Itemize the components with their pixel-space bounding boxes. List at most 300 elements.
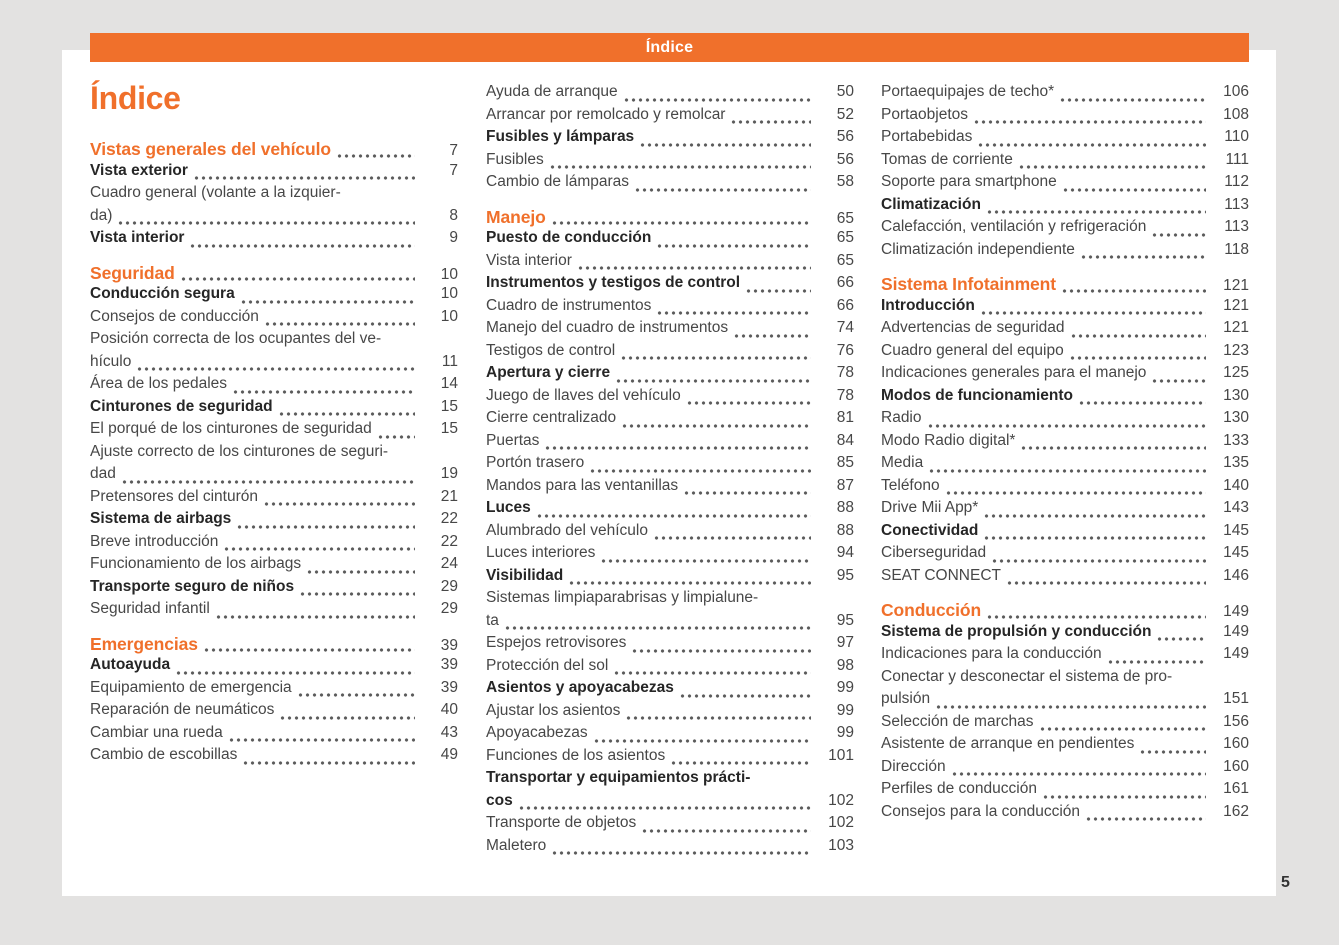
dot-leader bbox=[935, 705, 1206, 709]
toc-entry-label: Cinturones de seguridad bbox=[90, 397, 273, 415]
toc-entry-page-number: 40 bbox=[440, 701, 458, 718]
dot-leader bbox=[1139, 750, 1206, 754]
toc-entry-page-number: 110 bbox=[1224, 128, 1249, 145]
toc-entry-label: Calefacción, ventilación y refrigeración bbox=[881, 218, 1147, 235]
dot-leader bbox=[223, 547, 415, 551]
toc-entry-page-number: 39 bbox=[440, 678, 458, 696]
dot-leader bbox=[232, 390, 415, 394]
dot-leader bbox=[377, 435, 415, 439]
toc-entry-label: Alumbrado del vehículo bbox=[486, 521, 648, 539]
toc-entry-label: ta bbox=[486, 611, 499, 629]
toc-entry-page-number: 160 bbox=[1223, 735, 1249, 752]
toc-entry-label: Apoyacabezas bbox=[486, 724, 588, 741]
toc-entry bbox=[486, 432, 854, 455]
toc-entry bbox=[881, 477, 1249, 500]
dot-leader bbox=[193, 176, 415, 180]
toc-entry-label: Transporte seguro de niños bbox=[90, 577, 295, 595]
toc-entry-label: Breve introducción bbox=[90, 532, 219, 550]
toc-entry bbox=[881, 342, 1249, 365]
dot-leader bbox=[991, 559, 1206, 563]
dot-leader bbox=[180, 277, 415, 281]
toc-entry bbox=[90, 229, 458, 252]
toc-entry-label: Manejo bbox=[486, 206, 546, 227]
toc-entry bbox=[486, 274, 854, 297]
dot-leader bbox=[175, 671, 415, 675]
toc-entry-label: Radio bbox=[881, 409, 922, 426]
toc-entry-page-number: 50 bbox=[836, 83, 854, 100]
toc-entry-page-number: 7 bbox=[449, 142, 458, 159]
toc-entry bbox=[486, 319, 854, 342]
header-bar-title: Índice bbox=[645, 38, 694, 56]
dot-leader bbox=[1020, 446, 1206, 450]
toc-entry bbox=[881, 432, 1249, 455]
toc-entry-page-number: 14 bbox=[440, 375, 458, 392]
toc-entry bbox=[881, 83, 1249, 106]
dot-leader bbox=[1059, 98, 1206, 102]
toc-entry bbox=[486, 499, 854, 522]
toc-entry-label: Manejo del cuadro de instrumentos bbox=[486, 319, 729, 336]
toc-entry-page-number: 65 bbox=[836, 209, 854, 227]
toc-entry bbox=[486, 342, 854, 365]
toc-entry bbox=[881, 196, 1249, 219]
toc-entry-label: Vista exterior bbox=[90, 161, 188, 179]
dot-leader bbox=[593, 739, 811, 743]
toc-entry-label: Perfiles de conducción bbox=[881, 780, 1037, 797]
toc-entry-page-number: 98 bbox=[836, 656, 854, 674]
toc-entry-page-number: 106 bbox=[1223, 83, 1249, 100]
toc-entry-label: Ajuste correcto de los cinturones de seguri- bbox=[90, 442, 389, 460]
toc-entry-page-number: 145 bbox=[1223, 544, 1249, 561]
toc-entry bbox=[486, 769, 854, 814]
toc-entry bbox=[486, 724, 854, 747]
dot-leader bbox=[577, 266, 811, 270]
toc-entry bbox=[881, 780, 1249, 803]
toc-entry-page-number: 88 bbox=[836, 499, 854, 516]
toc-entry bbox=[881, 735, 1249, 758]
toc-entry-label: Teléfono bbox=[881, 476, 940, 494]
dot-leader bbox=[336, 154, 415, 158]
toc-entry bbox=[881, 567, 1249, 590]
dot-leader bbox=[551, 851, 811, 855]
dot-leader bbox=[745, 289, 811, 293]
toc-entry-label: Área de los pedales bbox=[90, 375, 228, 392]
dot-leader bbox=[620, 356, 811, 360]
toc-entry-label: Modo Radio digital* bbox=[881, 431, 1016, 449]
dot-leader bbox=[1151, 379, 1206, 383]
toc-entry bbox=[90, 443, 458, 488]
dot-leader bbox=[623, 98, 811, 102]
toc-entry-page-number: 125 bbox=[1223, 364, 1249, 381]
toc-entry bbox=[881, 364, 1249, 387]
dot-leader bbox=[297, 693, 415, 697]
toc-entry bbox=[486, 83, 854, 106]
toc-entry-label: Pretensores del cinturón bbox=[90, 487, 259, 505]
toc-entry-label: Posición correcta de los ocupantes del ve- bbox=[90, 330, 382, 347]
toc-entry-label: Media bbox=[881, 454, 924, 471]
toc-entry-page-number: 151 bbox=[1223, 690, 1249, 707]
toc-entry bbox=[90, 375, 458, 398]
dot-leader bbox=[634, 188, 811, 192]
toc-entry-page-number: 121 bbox=[1223, 319, 1249, 336]
toc-entry-page-number: 65 bbox=[836, 229, 854, 246]
toc-entry-label: Espejos retrovisores bbox=[486, 634, 627, 651]
toc-entry bbox=[881, 151, 1249, 174]
dot-leader bbox=[1080, 255, 1206, 259]
toc-entry-label: Juego de llaves del vehículo bbox=[486, 386, 681, 404]
toc-entry bbox=[486, 567, 854, 590]
toc-entry-label: Tomas de corriente bbox=[881, 150, 1013, 168]
toc-entry-label: Fusibles bbox=[486, 150, 544, 168]
toc-entry bbox=[881, 522, 1249, 545]
toc-entry-page-number: 149 bbox=[1223, 603, 1249, 620]
toc-entry bbox=[881, 241, 1249, 264]
toc-entry-label: Consejos de conducción bbox=[90, 307, 259, 325]
dot-leader bbox=[639, 143, 811, 147]
toc-entry-page-number: 78 bbox=[836, 364, 854, 381]
dot-leader bbox=[1042, 795, 1206, 799]
toc-entry-page-number: 95 bbox=[836, 611, 854, 629]
toc-entry bbox=[486, 387, 854, 410]
toc-entry bbox=[486, 477, 854, 500]
toc-entry-label: Autoayuda bbox=[90, 656, 171, 673]
toc-entry-page-number: 78 bbox=[836, 386, 854, 404]
toc-entry-page-number: 10 bbox=[440, 285, 458, 302]
toc-entry-label: Mandos para las ventanillas bbox=[486, 476, 679, 494]
dot-leader bbox=[306, 570, 415, 574]
toc-entry-page-number: 10 bbox=[440, 265, 458, 283]
dot-leader bbox=[549, 165, 811, 169]
dot-leader bbox=[504, 626, 811, 630]
toc-entry bbox=[486, 634, 854, 657]
dot-leader bbox=[679, 694, 811, 698]
toc-entry bbox=[90, 746, 458, 769]
page-title: Índice bbox=[90, 80, 181, 116]
toc-entry-label: Puesto de conducción bbox=[486, 229, 652, 246]
toc-entry bbox=[486, 229, 854, 252]
dot-leader bbox=[589, 469, 811, 473]
dot-leader bbox=[951, 772, 1206, 776]
dot-leader bbox=[136, 367, 415, 371]
toc-entry bbox=[486, 151, 854, 174]
dot-leader bbox=[986, 615, 1206, 619]
toc-entry bbox=[486, 702, 854, 725]
toc-entry-page-number: 113 bbox=[1224, 195, 1249, 213]
toc-entry bbox=[90, 162, 458, 185]
dot-leader bbox=[1006, 581, 1206, 585]
page-header-bar bbox=[90, 33, 1249, 62]
toc-entry-page-number: 99 bbox=[836, 701, 854, 719]
dot-leader bbox=[1069, 356, 1206, 360]
dot-leader bbox=[1062, 188, 1206, 192]
toc-chapter-entry bbox=[881, 274, 1249, 297]
dot-leader bbox=[1151, 233, 1206, 237]
toc-entry-label: Portabebidas bbox=[881, 128, 973, 145]
dot-leader bbox=[263, 502, 415, 506]
toc-entry-page-number: 66 bbox=[836, 296, 854, 314]
toc-entry-label: Equipamiento de emergencia bbox=[90, 678, 292, 696]
dot-leader bbox=[733, 334, 811, 338]
toc-entry-label: Vista interior bbox=[486, 251, 572, 269]
toc-entry-label: Asientos y apoyacabezas bbox=[486, 679, 674, 696]
toc-entry bbox=[486, 544, 854, 567]
toc-entry-page-number: 65 bbox=[836, 251, 854, 269]
dot-leader bbox=[613, 671, 811, 675]
toc-entry-label: Introducción bbox=[881, 296, 975, 314]
toc-entry-page-number: 39 bbox=[440, 636, 458, 654]
toc-entry bbox=[881, 173, 1249, 196]
toc-entry-page-number: 74 bbox=[836, 319, 854, 336]
dot-leader bbox=[600, 559, 811, 563]
toc-entry-page-number: 97 bbox=[836, 634, 854, 651]
dot-leader bbox=[228, 738, 415, 742]
toc-entry bbox=[881, 387, 1249, 410]
dot-leader bbox=[551, 221, 811, 225]
toc-entry-page-number: 39 bbox=[440, 656, 458, 673]
corner-page-number: 5 bbox=[1281, 874, 1290, 891]
toc-entry-page-number: 8 bbox=[449, 206, 458, 224]
toc-entry-page-number: 29 bbox=[440, 600, 458, 617]
toc-entry bbox=[881, 454, 1249, 477]
toc-entry-page-number: 21 bbox=[440, 487, 458, 505]
dot-leader bbox=[1078, 401, 1206, 405]
toc-entry-label: Cambiar una rueda bbox=[90, 723, 223, 741]
toc-entry-label: Soporte para smartphone bbox=[881, 173, 1057, 190]
toc-entry-page-number: 58 bbox=[836, 173, 854, 190]
toc-entry-page-number: 102 bbox=[828, 791, 854, 809]
dot-leader bbox=[730, 120, 811, 124]
toc-entry-page-number: 146 bbox=[1223, 566, 1249, 584]
toc-entry-page-number: 145 bbox=[1223, 521, 1249, 539]
toc-entry-page-number: 15 bbox=[440, 397, 458, 415]
toc-entry-label: Instrumentos y testigos de control bbox=[486, 274, 741, 291]
toc-entry-page-number: 103 bbox=[828, 836, 854, 854]
toc-entry bbox=[881, 803, 1249, 826]
toc-entry-page-number: 11 bbox=[441, 352, 458, 370]
toc-entry-page-number: 76 bbox=[836, 341, 854, 359]
dot-leader bbox=[653, 536, 811, 540]
toc-entry-label: Funcionamiento de los airbags bbox=[90, 555, 302, 572]
toc-entry-page-number: 140 bbox=[1223, 476, 1249, 494]
toc-entry-page-number: 108 bbox=[1223, 105, 1249, 123]
toc-entry bbox=[881, 668, 1249, 713]
toc-chapter-entry bbox=[881, 600, 1249, 623]
toc-entry bbox=[90, 420, 458, 443]
toc-entry-page-number: 94 bbox=[836, 544, 854, 561]
toc-entry-page-number: 88 bbox=[836, 521, 854, 539]
toc-entry-label: Cuadro general del equipo bbox=[881, 341, 1064, 359]
toc-entry-label: Selección de marchas bbox=[881, 712, 1034, 730]
dot-leader bbox=[518, 806, 811, 810]
toc-entry-label: Climatización bbox=[881, 195, 981, 213]
dot-leader bbox=[986, 210, 1206, 214]
toc-chapter-entry bbox=[90, 263, 458, 286]
dot-leader bbox=[621, 424, 811, 428]
dot-leader bbox=[189, 244, 415, 248]
dot-leader bbox=[544, 446, 811, 450]
manual-page bbox=[62, 38, 1276, 896]
toc-entry-label: Fusibles y lámparas bbox=[486, 128, 635, 145]
toc-entry-label: Cambio de lámparas bbox=[486, 173, 630, 190]
toc-entry-label: dad bbox=[90, 465, 116, 482]
dot-leader bbox=[641, 829, 811, 833]
toc-entry-label: Ciberseguridad bbox=[881, 544, 987, 561]
toc-entry bbox=[486, 837, 854, 860]
toc-entry-label: Luces bbox=[486, 499, 531, 516]
dot-leader bbox=[215, 615, 415, 619]
dot-leader bbox=[299, 592, 415, 596]
dot-leader bbox=[121, 480, 415, 484]
toc-entry-label: Advertencias de seguridad bbox=[881, 319, 1065, 336]
toc-entry-label: hículo bbox=[90, 352, 132, 370]
toc-entry-page-number: 156 bbox=[1223, 712, 1249, 730]
toc-entry-label: Seguridad infantil bbox=[90, 600, 210, 617]
toc-entry bbox=[90, 679, 458, 702]
toc-entry bbox=[486, 814, 854, 837]
toc-entry-page-number: 118 bbox=[1224, 240, 1249, 258]
toc-entry bbox=[90, 510, 458, 533]
dot-leader bbox=[983, 536, 1206, 540]
toc-entry-label: Cuadro general (volante a la izquier- bbox=[90, 184, 341, 201]
toc-entry-label: Conectar y desconectar el sistema de pro- bbox=[881, 667, 1173, 685]
toc-entry-page-number: 160 bbox=[1223, 757, 1249, 775]
toc-entry-label: Sistema Infotainment bbox=[881, 274, 1056, 294]
toc-entry-page-number: 112 bbox=[1224, 173, 1249, 190]
toc-entry-page-number: 87 bbox=[836, 476, 854, 494]
toc-entry bbox=[486, 589, 854, 634]
toc-entry-page-number: 99 bbox=[836, 724, 854, 741]
toc-entry-page-number: 7 bbox=[449, 161, 458, 179]
toc-column-middle bbox=[486, 83, 854, 859]
toc-entry-label: Transportar y equipamientos prácti- bbox=[486, 769, 751, 786]
dot-leader bbox=[683, 491, 811, 495]
dot-leader bbox=[1085, 817, 1206, 821]
toc-entry-page-number: 22 bbox=[440, 532, 458, 550]
toc-entry bbox=[881, 128, 1249, 151]
toc-entry-page-number: 49 bbox=[440, 746, 458, 763]
toc-chapter-entry bbox=[90, 139, 458, 162]
toc-entry-page-number: 149 bbox=[1223, 645, 1249, 662]
toc-entry-page-number: 9 bbox=[449, 229, 458, 246]
toc-entry-label: Transporte de objetos bbox=[486, 814, 637, 831]
toc-entry-label: Asistente de arranque en pendientes bbox=[881, 735, 1135, 752]
dot-leader bbox=[670, 761, 811, 765]
toc-entry bbox=[90, 308, 458, 331]
toc-chapter-entry bbox=[90, 634, 458, 657]
dot-leader bbox=[1061, 289, 1206, 293]
dot-leader bbox=[686, 401, 811, 405]
dot-leader bbox=[1018, 165, 1206, 169]
toc-entry-page-number: 133 bbox=[1223, 431, 1249, 449]
toc-entry bbox=[486, 454, 854, 477]
toc-entry-page-number: 135 bbox=[1223, 454, 1249, 471]
toc-entry-page-number: 56 bbox=[836, 128, 854, 145]
toc-entry-label: Puertas bbox=[486, 431, 540, 449]
toc-entry-label: da) bbox=[90, 206, 113, 224]
dot-leader bbox=[1070, 334, 1206, 338]
toc-entry-page-number: 19 bbox=[440, 465, 458, 482]
dot-leader bbox=[117, 221, 415, 225]
toc-entry-label: Sistemas limpiaparabrisas y limpialune- bbox=[486, 589, 759, 606]
toc-entry-page-number: 10 bbox=[440, 307, 458, 325]
toc-entry-page-number: 123 bbox=[1223, 341, 1249, 359]
toc-entry bbox=[486, 522, 854, 545]
toc-entry-page-number: 130 bbox=[1223, 386, 1249, 404]
dot-leader bbox=[1107, 660, 1206, 664]
toc-entry-page-number: 149 bbox=[1223, 622, 1249, 640]
toc-entry-label: Dirección bbox=[881, 757, 946, 775]
toc-entry-page-number: 121 bbox=[1223, 277, 1249, 294]
toc-entry bbox=[90, 578, 458, 601]
toc-entry bbox=[881, 499, 1249, 522]
toc-entry bbox=[486, 364, 854, 387]
toc-entry bbox=[881, 106, 1249, 129]
toc-entry-label: Indicaciones para la conducción bbox=[881, 645, 1102, 662]
toc-entry-label: Cuadro de instrumentos bbox=[486, 296, 652, 314]
toc-entry-label: SEAT CONNECT bbox=[881, 566, 1001, 584]
dot-leader bbox=[236, 525, 415, 529]
toc-entry-page-number: 22 bbox=[440, 510, 458, 527]
toc-entry bbox=[90, 330, 458, 375]
toc-entry bbox=[881, 713, 1249, 736]
toc-entry bbox=[486, 173, 854, 196]
dot-leader bbox=[625, 716, 811, 720]
toc-entry-label: Portón trasero bbox=[486, 454, 585, 471]
dot-leader bbox=[615, 379, 811, 383]
toc-entry bbox=[881, 758, 1249, 781]
toc-entry-label: Portaobjetos bbox=[881, 105, 969, 123]
toc-entry-page-number: 29 bbox=[440, 577, 458, 595]
dot-leader bbox=[1156, 637, 1206, 641]
toc-entry bbox=[486, 128, 854, 151]
toc-entry-page-number: 162 bbox=[1223, 802, 1249, 820]
toc-entry-label: Cambio de escobillas bbox=[90, 746, 238, 763]
toc-entry bbox=[90, 533, 458, 556]
toc-entry-page-number: 52 bbox=[836, 105, 854, 123]
toc-entry-label: Sistema de airbags bbox=[90, 510, 232, 527]
dot-leader bbox=[928, 469, 1206, 473]
toc-entry bbox=[881, 645, 1249, 668]
toc-entry bbox=[486, 106, 854, 129]
toc-chapter-entry bbox=[486, 207, 854, 230]
toc-entry bbox=[90, 488, 458, 511]
toc-entry-label: Modos de funcionamiento bbox=[881, 386, 1074, 404]
toc-entry-label: Sistema de propulsión y conducción bbox=[881, 622, 1152, 640]
dot-leader bbox=[242, 761, 415, 765]
dot-leader bbox=[927, 424, 1207, 428]
toc-entry-label: pulsión bbox=[881, 690, 931, 707]
toc-entry bbox=[486, 252, 854, 275]
toc-entry bbox=[881, 409, 1249, 432]
toc-entry-label: Arrancar por remolcado y remolcar bbox=[486, 105, 726, 123]
toc-entry-label: Apertura y cierre bbox=[486, 364, 611, 381]
toc-entry bbox=[881, 623, 1249, 646]
toc-entry-page-number: 111 bbox=[1225, 150, 1249, 168]
toc-entry-label: Portaequipajes de techo* bbox=[881, 83, 1055, 100]
toc-entry-label: cos bbox=[486, 791, 513, 809]
toc-entry-page-number: 66 bbox=[836, 274, 854, 291]
toc-entry-label: Luces interiores bbox=[486, 544, 596, 561]
toc-entry-label: Vista interior bbox=[90, 229, 185, 246]
toc-entry-page-number: 56 bbox=[836, 150, 854, 168]
dot-leader bbox=[656, 311, 811, 315]
toc-entry-page-number: 85 bbox=[836, 454, 854, 471]
toc-entry-page-number: 161 bbox=[1223, 780, 1249, 797]
toc-entry-label: Funciones de los asientos bbox=[486, 746, 666, 764]
toc-entry-label: Conectividad bbox=[881, 521, 979, 539]
dot-leader bbox=[980, 311, 1206, 315]
toc-entry bbox=[486, 657, 854, 680]
toc-entry bbox=[90, 656, 458, 679]
